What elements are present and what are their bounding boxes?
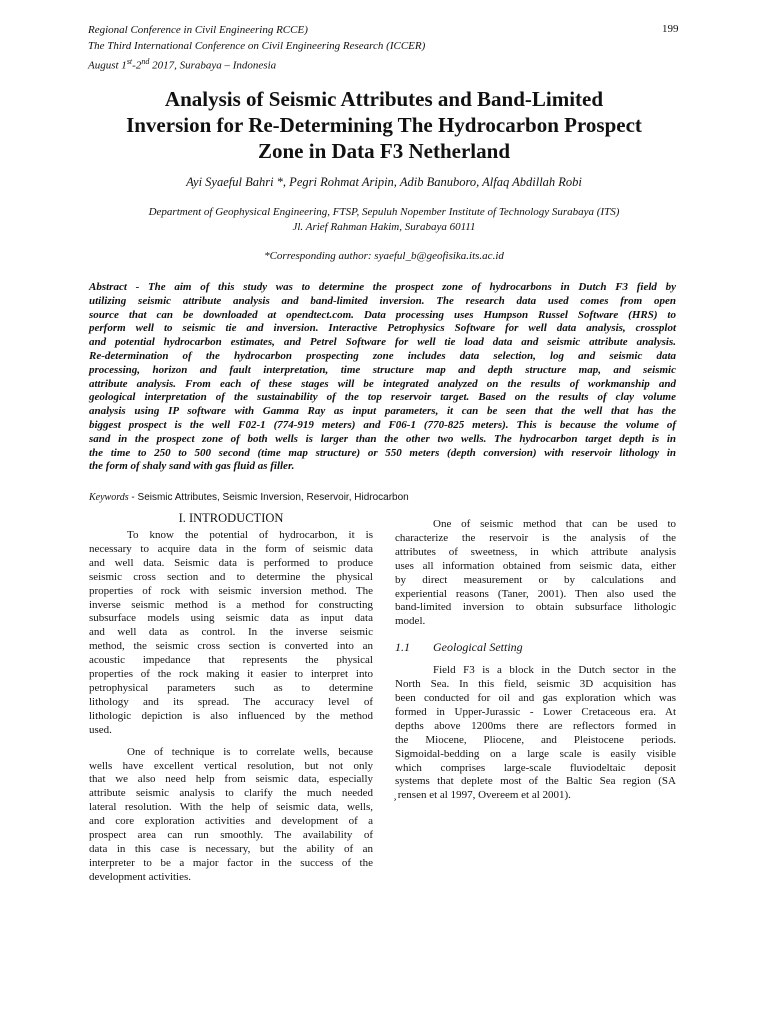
- header-date-pre: August 1: [88, 59, 127, 72]
- body-text-line: subsurface models using seismic data as input data: [89, 612, 373, 625]
- abstract-line: analysis using IP software with Gamma Ray as input parameters, it can be seen that the well that has the: [89, 405, 676, 418]
- body-text-line: and core exploration activities and development of a: [89, 815, 373, 828]
- body-text-line: ̧ rensen et al 1997, Overeem et al 2001).: [395, 789, 571, 802]
- keywords-label: Keywords: [89, 492, 129, 503]
- body-text-line: method, the seismic cross section is converted into an: [89, 640, 373, 653]
- paper-title: [60, 86, 708, 164]
- body-text-line: the Miocene, Pliocene, and Pleistocene periods.: [395, 733, 676, 746]
- header-date-sup2: nd: [141, 57, 150, 66]
- body-text-line: systems that deplete most of the Baltic Sea region (SA: [395, 775, 676, 788]
- body-text-line: seismic cross section and to determine the physical: [89, 570, 373, 583]
- body-text-line: attributes of sweetness, in which attribute analysis: [395, 545, 676, 558]
- body-text-line: experiential reasons (Taner, 2001). Then also used the: [395, 587, 676, 600]
- body-text-line: by direct measurement or by calculations and: [395, 573, 676, 586]
- author-list: Ayi Syaeful Bahri *, Pegri Rohmat Aripin, Adib Banuboro, Alfaq Abdillah Robi: [186, 175, 582, 189]
- abstract: [89, 281, 676, 474]
- body-text-line: properties of the rock making it easier to interpret into: [89, 668, 373, 681]
- body-text-line: properties of rock with seismic inversion method. The: [89, 584, 373, 597]
- running-header: [88, 23, 425, 74]
- page-number: 199: [662, 23, 679, 35]
- body-text-line: band-limited inversion to obtain subsurface lithologic: [395, 601, 676, 614]
- body-text-line: To know the potential of hydrocarbon, it is: [127, 529, 373, 541]
- body-text-line: wells have excellent vertical resolution, but not only: [89, 759, 373, 772]
- body-text-line: and well data as control. In the inverse seismic: [89, 626, 373, 639]
- header-date-post: 2017, Surabaya – Indonesia: [149, 59, 277, 72]
- header-date-location: [88, 54, 425, 74]
- body-text-line: petrophysical parameters such as to determine: [89, 681, 373, 694]
- subsection-number: 1.1: [395, 640, 410, 655]
- body-text-line: necessary to acquire data in the form of seismic data: [89, 542, 373, 555]
- body-text-line: attribute seismic analysis to clarify the much needed: [89, 787, 373, 800]
- body-text-line: development activities.: [89, 870, 192, 883]
- subsection-title: Geological Setting: [433, 640, 523, 655]
- body-text-line: inverse seismic method is a method for constructing: [89, 598, 373, 611]
- body-text-line: One of technique is to correlate wells, because: [127, 745, 373, 758]
- abstract-line: processing, horizon and fault interpretation, time structure map and depth structure map, and seismic: [89, 363, 676, 376]
- abstract-line: the form of shaly sand with gas fluid as filler.: [89, 460, 295, 473]
- body-text-line: acoustic impedance that represents the physical: [89, 654, 373, 667]
- abstract-line: the time to 250 to 500 second (time map structure) or 550 meters (depth conversion) with reservoir lithology in: [89, 446, 676, 459]
- keywords-list: - Seismic Attributes, Seismic Inversion, Reservoir, Hidrocarbon: [128, 492, 409, 503]
- header-conference-2: The Third International Conference on Civil Engineering Research (ICCER): [88, 39, 426, 52]
- right-column: [395, 518, 676, 803]
- abstract-line: perform well to seismic tie and inversion. Interactive Petrophysics Software for well data analysis, crossplot: [89, 322, 676, 335]
- abstract-line: geological interpretation of the sustainability of the top reservoir target. Based on the results of clay volume: [89, 391, 676, 404]
- title-line: Inversion for Re-Determining The Hydrocarbon Prospect: [126, 113, 642, 137]
- subsection-heading-geological-setting: [395, 641, 676, 655]
- corresponding-author: *Corresponding author: syaeful_b@geofisika.its.ac.id: [264, 250, 504, 262]
- abstract-line: Abstract - The aim of this study was to determine the prospect zone of hydrocarbons in Dutch F3 field by: [89, 281, 676, 293]
- intro-paragraph-1: [89, 529, 373, 738]
- abstract-line: sand in the prospect zone of both wells is larger than the other two wells. The hydrocarbon target depth is in: [89, 432, 676, 445]
- body-text-line: uses all information obtained from seismic data, either: [395, 559, 676, 572]
- body-text-line: used.: [89, 723, 112, 736]
- affiliation: [60, 205, 708, 234]
- body-text-line: depths above 1200ms there are reflectors formed in: [395, 719, 676, 732]
- keywords: [89, 492, 409, 503]
- abstract-line: utilizing seismic attribute analysis and band-limited inversion. The research data used comes from open: [89, 294, 676, 307]
- body-text-line: Field F3 is a block in the Dutch sector in the: [433, 664, 676, 677]
- body-text-line: lateral resolution. With the help of seismic data, wells,: [89, 801, 373, 814]
- body-text-line: interpreter to be a major factor in the success of the: [89, 856, 373, 869]
- body-text-line: prospect area can run smoothly. The availability of: [89, 829, 373, 842]
- abstract-line: attribute analysis. From each of these stages will be integrated analyzed on the results of workmanship and: [89, 377, 676, 390]
- intro-paragraph-2: [89, 746, 373, 885]
- affiliation-line: Jl. Arief Rahman Hakim, Surabaya 60111: [292, 220, 476, 233]
- abstract-line: Re-determination of the hydrocarbon prospecting zone includes data selection, log and seismic data: [89, 349, 676, 362]
- header-date-sup1: st: [126, 57, 133, 66]
- body-text-line: which comprises large-scale fluviodeltaic deposit: [395, 761, 676, 774]
- body-text-line: been conducted for oil and gas exploration which was: [395, 691, 676, 704]
- geology-paragraph: [395, 664, 676, 803]
- body-text-line: Sigmoidal-bedding on a large scale is easily visible: [395, 747, 676, 760]
- body-text-line: characterize the reservoir is the analysis of the: [395, 531, 676, 544]
- body-text-line: formed in Upper-Jurassic - Lower Cretaceous era. At: [395, 705, 676, 718]
- body-text-line: lithology and its spread. The accuracy level of: [89, 695, 373, 708]
- body-text-line: One of seismic method that can be used to: [433, 518, 676, 530]
- header-conference-1: Regional Conference in Civil Engineering RCCE): [88, 24, 308, 36]
- header-date-mid: -2: [132, 59, 142, 72]
- abstract-line: biggest prospect is the well F02-1 (774-919 meters) and F06-1 (770-825 meters). This is because the volume of: [89, 418, 676, 431]
- body-text-line: that we also need help from seismic data, especially: [89, 773, 373, 786]
- section-heading-introduction: I. INTRODUCTION: [178, 511, 284, 525]
- abstract-line: and potential hydrocarbon estimates, and Petrel Software for well tie load data and seismic attribute analysis.: [89, 336, 676, 349]
- body-text-line: and well data. Seismic data is performed to produce: [89, 556, 373, 569]
- affiliation-line: Department of Geophysical Engineering, FTSP, Sepuluh Nopember Institute of Technology Surabaya (ITS): [148, 206, 620, 218]
- body-text-line: data in this case is necessary, but the ability of an: [89, 842, 373, 855]
- abstract-line: source that can be downloaded at opendtect.com. Data processing uses Humpson Russel Software (HRS) to: [89, 308, 676, 321]
- left-column: [89, 507, 373, 885]
- title-line: Zone in Data F3 Netherland: [258, 139, 510, 163]
- intro-paragraph-3: [395, 518, 676, 629]
- body-text-line: North Sea. In this field, seismic 3D acquisition has: [395, 678, 676, 691]
- title-line: Analysis of Seismic Attributes and Band-Limited: [164, 87, 604, 111]
- body-text-line: lithologic depiction is also influenced by the method: [89, 709, 373, 722]
- body-text-line: model.: [395, 615, 426, 628]
